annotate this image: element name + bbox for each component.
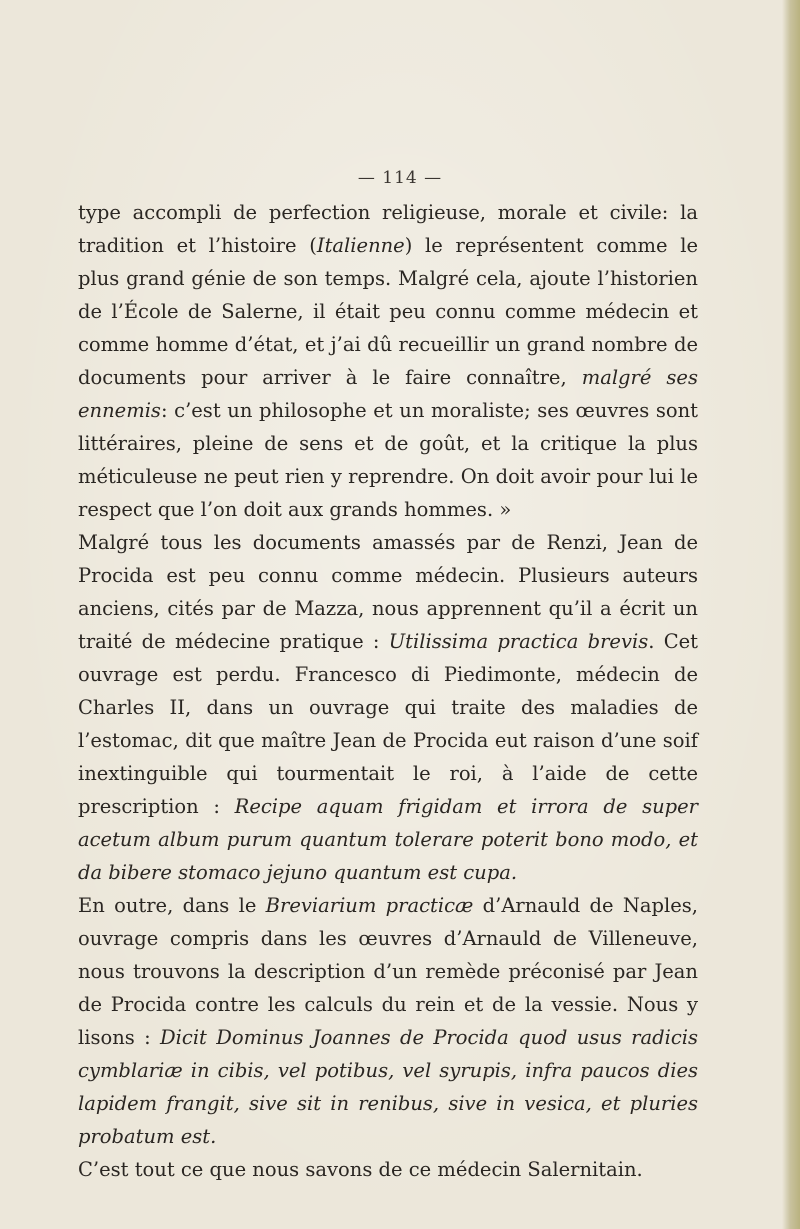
italic-segment: Italienne xyxy=(316,234,405,257)
text-segment: Malgré tous les documents amassés par de Renzi, Jean de Procida est peu connu comme médecin. Plusieurs auteurs anciens, cités par de Mazza, nous apprennent qu’il a écrit un traité de médecine pratique : xyxy=(78,531,698,653)
italic-segment: Recipe aquam frigidam et irrora de super acetum album purum quantum tolerare poterit bono modo, et da bibere stomaco jejuno quantum est cupa. xyxy=(78,795,698,884)
text-segment: type accompli de perfection religieuse, morale et civile: la tradition et l’histoire ( xyxy=(78,201,698,257)
italic-segment: malgré ses ennemis xyxy=(78,366,698,422)
italic-segment: Breviarium practicæ xyxy=(265,894,474,917)
body-text xyxy=(78,196,698,1186)
paragraph-3 xyxy=(78,889,698,1153)
paragraph-4 xyxy=(78,1153,698,1186)
text-segment: C’est tout ce que nous savons de ce médecin Salernitain. xyxy=(78,1158,643,1181)
text-segment: En outre, dans le xyxy=(78,894,266,917)
italic-segment: Utilissima practica brevis xyxy=(388,630,649,653)
text-segment: : c’est un philosophe et un moraliste; ses œuvres sont littéraires, pleine de sens et de goût, et la critique la plus méticuleuse ne peut rien y reprendre. On doit avoir pour lui le respect que l’on doit aux grands hommes. » xyxy=(78,399,698,521)
text-segment: ) le représentent comme le plus grand génie de son temps. Malgré cela, ajoute l’historien de l’École de Salerne, il était peu connu comme médecin et comme homme d’état, et j’ai dû recueillir un grand nombre de documents pour arriver à le faire connaître, xyxy=(78,234,698,389)
paragraph-1 xyxy=(78,196,698,526)
page-number: — 114 — xyxy=(357,168,443,188)
text-segment: d’Arnauld de Naples, ouvrage compris dans les œuvres d’Arnauld de Villeneuve, nous trouvons la description d’un remède préconisé par Jean de Procida contre les calculs du rein et de la vessie. Nous y lisons : xyxy=(78,894,698,1049)
italic-segment: Dicit Dominus Joannes de Procida quod usus radicis cymblariæ in cibis, vel potibus, vel syrupis, infra paucos dies lapidem frangit, sive sit in renibus, sive in vesica, et pluries probatum est. xyxy=(78,1026,698,1148)
paragraph-2 xyxy=(78,526,698,889)
text-segment: . Cet ouvrage est perdu. Francesco di Piedimonte, médecin de Charles II, dans un ouvrage qui traite des maladies de l’estomac, dit que maître Jean de Procida eut raison d’une soif inextinguible qui tourmentait le roi, à l’aide de cette prescription : xyxy=(78,630,698,818)
